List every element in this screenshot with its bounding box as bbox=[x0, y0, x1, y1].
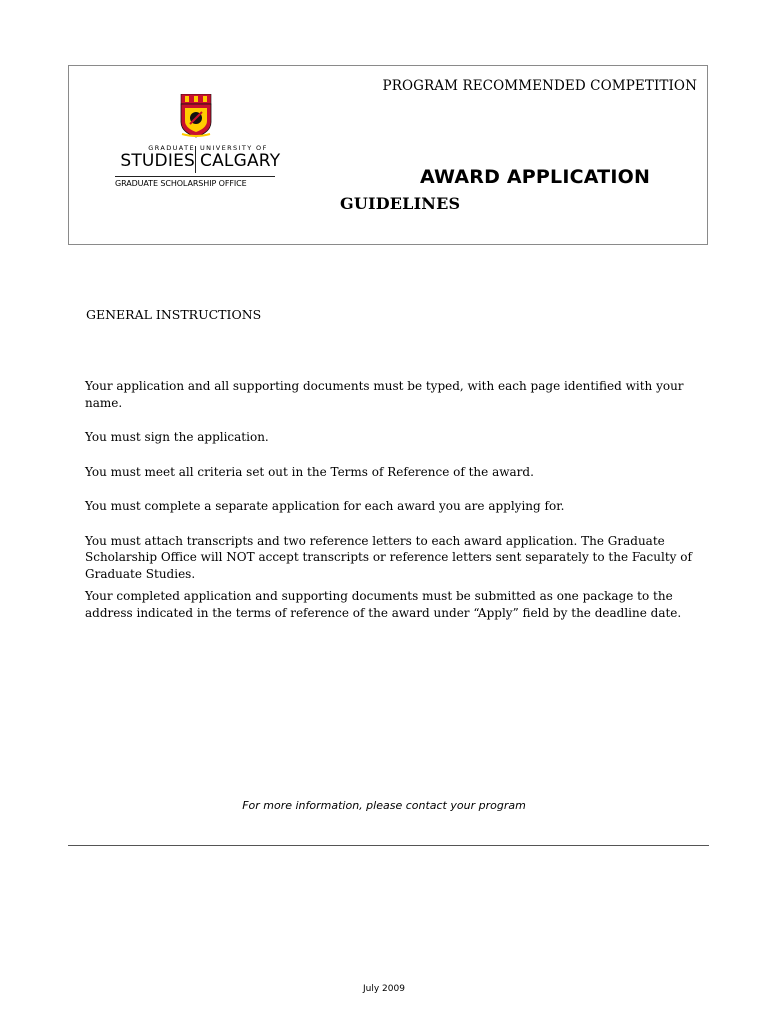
instruction-item: You must sign the application. bbox=[85, 430, 269, 444]
contact-note: For more information, please contact your program bbox=[242, 799, 526, 812]
instructions-list bbox=[85, 378, 705, 639]
university-crest-icon bbox=[179, 94, 213, 138]
page-title: AWARD APPLICATION bbox=[420, 166, 651, 188]
header-box bbox=[68, 65, 708, 245]
logo-right-top: UNIVERSITY OF bbox=[200, 144, 268, 152]
instruction-item: You must attach transcripts and two reference letters to each award application. The Graduate Scholarship Office will NOT accept transcripts or reference letters sent separately to the Faculty of Graduate Studies. bbox=[85, 533, 692, 581]
logo-left-top: GRADUATE bbox=[148, 144, 195, 152]
instruction-item: Your completed application and supporting documents must be submitted as one package to the address indicated in the terms of reference of the award under “Apply” field by the deadline date. bbox=[85, 589, 682, 620]
university-logo bbox=[115, 92, 281, 188]
logo-right-main: CALGARY bbox=[200, 151, 281, 171]
logo-graduate-studies bbox=[120, 144, 195, 171]
instruction-item: You must meet all criteria set out in the Terms of Reference of the award. bbox=[85, 464, 534, 479]
logo-left-main: STUDIES bbox=[120, 151, 195, 171]
instruction-item: Your application and all supporting documents must be typed, with each page identified with your name. bbox=[85, 379, 684, 410]
section-heading: GENERAL INSTRUCTIONS bbox=[86, 307, 262, 322]
footer-divider bbox=[68, 845, 709, 846]
instruction-item: You must complete a separate application for each award you are applying for. bbox=[85, 499, 565, 513]
logo-divider bbox=[195, 146, 196, 173]
competition-label: PROGRAM RECOMMENDED COMPETITION bbox=[382, 78, 697, 94]
logo-university-calgary bbox=[200, 144, 280, 171]
logo-office: GRADUATE SCHOLARSHIP OFFICE bbox=[115, 176, 275, 188]
footer-date: July 2009 bbox=[363, 984, 405, 994]
page-subtitle: GUIDELINES bbox=[340, 194, 461, 213]
